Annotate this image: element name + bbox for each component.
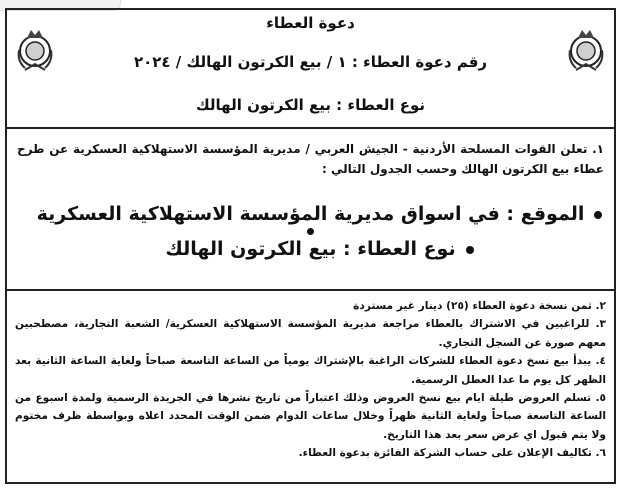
divider <box>7 289 614 291</box>
tender-type-heading: نوع العطاء : بيع الكرتون الهالك <box>195 96 426 114</box>
list-item: ٤. يبدأ بيع نسخ دعوة العطاء للشركات الراغبة بالإشتراك يومياً من الساعة التاسعة صباحاً ولغاية الساعة الثانية بعد الظهر كل يوم ما عدا العطل الرسمية. <box>15 355 606 386</box>
list-item: ٥. تسلم العروض طيلة ايام بيع نسخ العروض وذلك اعتباراً من تاريخ نشرها في الجريدة الرسمية ولمدة اسبوع من الساعة التاسعة صباحاً ولغاية الثانية ظهراً وخلال ساعات الدوام ضمن الوقت المحدد اعلاه وبواسطة ظرف مختوم ولا يتم قبول اي عرض سعر بعد هذا التاريخ. <box>15 392 606 441</box>
list-item: ٢. ثمن نسخة دعوة العطاء (٢٥) دينار غير مستردة <box>353 300 606 312</box>
location-text: الموقع : في اسواق مديرية المؤسسة الاستهلاكية العسكرية <box>36 203 585 225</box>
invite-number: رقم دعوة العطاء : ١ / بيع الكرتون الهالك / ٢٠٢٤ <box>133 53 488 71</box>
list-item: ٣. للراغبين في الاشتراك بالعطاء مراجعة مديرية المؤسسة الاستهلاكية العسكرية/ الشعبة التجارية، مصطحبين معهم صورة عن السجل التجاري. <box>15 318 606 349</box>
type-bullet <box>7 235 614 263</box>
location-bullet <box>7 200 614 228</box>
type-text: نوع العطاء : بيع الكرتون الهالك <box>165 238 456 260</box>
notice-title: دعوة العطاء <box>266 14 355 32</box>
conditions-list <box>15 297 606 463</box>
list-item: ٦. تكاليف الإعلان على حساب الشركة الفائزة بدعوة العطاء. <box>298 447 606 460</box>
announcement-paragraph: ١. تعلن القوات المسلحة الأردنية - الجيش العربي / مديرية المؤسسة الاستهلاكية العسكرية عن طرح عطاء بيع الكرتون الهالك وحسب الجدول التالي : <box>17 142 604 176</box>
tender-notice <box>5 8 616 484</box>
bullet-dot <box>307 228 314 235</box>
divider <box>7 127 614 129</box>
highlight-bullets <box>7 200 614 263</box>
